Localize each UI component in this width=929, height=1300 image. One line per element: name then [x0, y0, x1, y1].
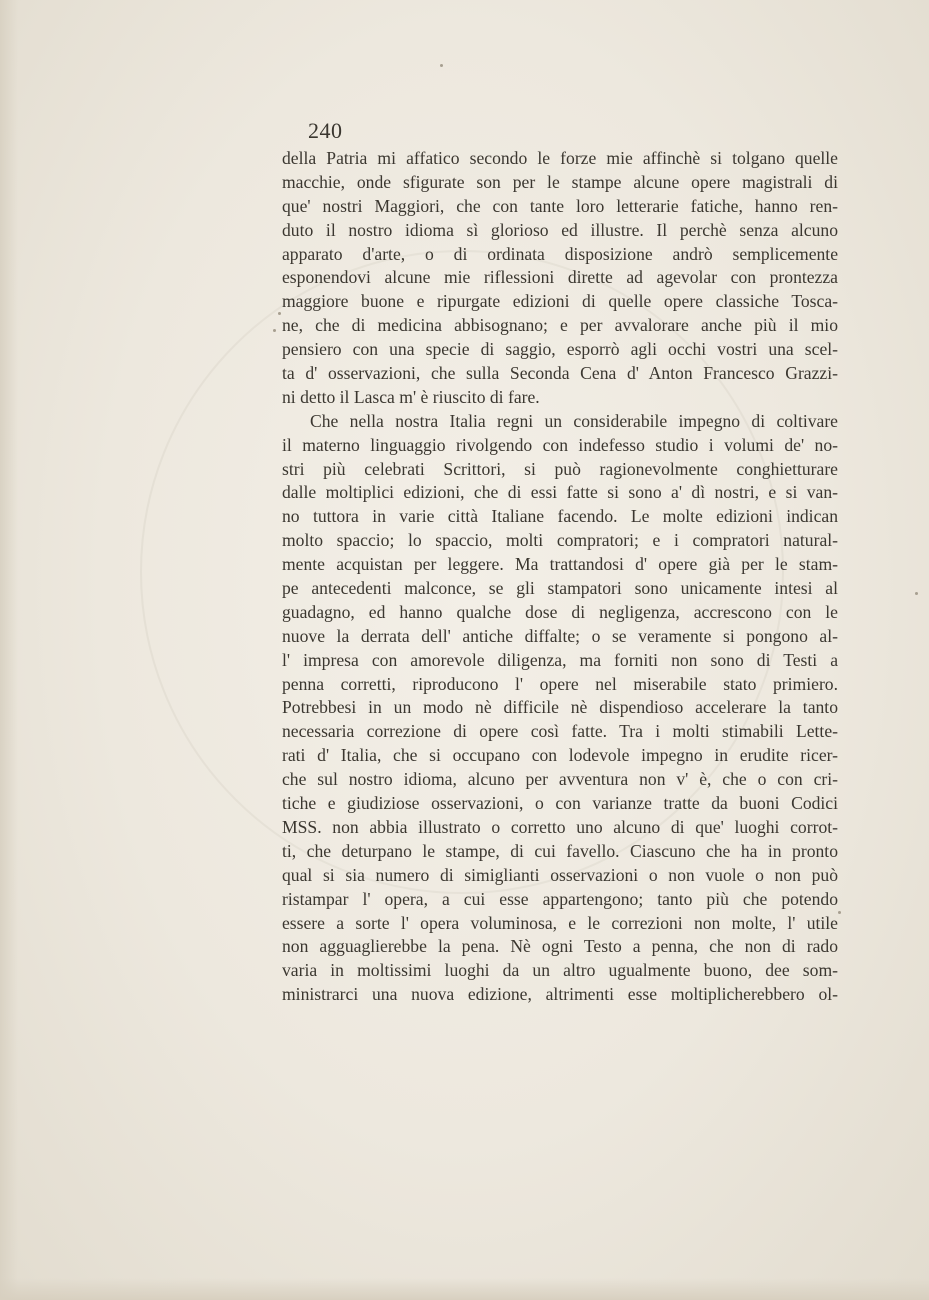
- text-line: il materno linguaggio rivolgendo con indefesso studio i volumi de' no-: [282, 434, 838, 455]
- text-line: che sul nostro idioma, alcuno per avventura non v' è, che o con cri-: [282, 769, 838, 790]
- paper-speck: [278, 312, 281, 315]
- page-left-edge-shadow: [0, 0, 18, 1300]
- text-line: tiche e giudiziose osservazioni, o con varianze tratte da buoni Codici: [282, 793, 838, 814]
- text-line: ti, che deturpano le stampe, di cui favello. Ciascuno che ha in pronto: [282, 840, 838, 861]
- text-line: ne, che di medicina abbisognano; e per avvalorare anche più il mio: [282, 315, 838, 336]
- page-number: 240: [308, 118, 343, 143]
- body-text: [282, 147, 838, 1007]
- text-line: duto il nostro idioma sì glorioso ed illustre. Il perchè senza alcuno: [282, 219, 838, 240]
- text-line: macchie, onde sfigurate son per le stampe alcune opere magistrali di: [282, 171, 838, 192]
- text-line: que' nostri Maggiori, che con tante loro letterarie fatiche, hanno ren-: [282, 195, 838, 216]
- text-line: Potrebbesi in un modo nè difficile nè dispendioso accelerare la tanto: [282, 697, 838, 718]
- text-line: maggiore buone e ripurgate edizioni di quelle opere classiche Tosca-: [282, 291, 838, 312]
- paper-speck: [440, 64, 443, 67]
- text-line: della Patria mi affatico secondo le forze mie affinchè si tolgano quelle: [282, 148, 838, 168]
- text-line: stri più celebrati Scrittori, si può ragionevolmente conghietturare: [282, 458, 838, 479]
- text-line: ta d' osservazioni, che sulla Seconda Cena d' Anton Francesco Grazzi-: [282, 363, 838, 384]
- text-line: no tuttora in varie città Italiane facendo. Le molte edizioni indican: [282, 506, 838, 527]
- text-line: apparato d'arte, o di ordinata disposizione andrò semplicemente: [282, 243, 838, 264]
- text-line: penna corretti, riproducono l' opere nel miserabile stato primiero.: [282, 673, 838, 694]
- text-line: molto spaccio; lo spaccio, molti compratori; e i compratori natural-: [282, 530, 838, 551]
- text-line: essere a sorte l' opera voluminosa, e le correzioni non molte, l' utile: [282, 912, 838, 933]
- text-line: l' impresa con amorevole diligenza, ma forniti non sono di Testi a: [282, 649, 838, 670]
- paper-speck: [273, 329, 276, 332]
- text-line: guadagno, ed hanno qualche dose di negligenza, accrescono con le: [282, 601, 838, 622]
- text-line: pensiero con una specie di saggio, esporrò agli occhi vostri una scel-: [282, 339, 838, 360]
- text-line: qual si sia numero di simiglianti osservazioni o non vuole o non può: [282, 864, 838, 885]
- text-line: ni detto il Lasca m' è riuscito di fare.: [282, 386, 540, 407]
- text-line: rati d' Italia, che si occupano con lodevole impegno in erudite ricer-: [282, 745, 838, 766]
- text-line: ristampar l' opera, a cui esse appartengono; tanto più che potendo: [282, 888, 838, 909]
- page-bottom-edge-shadow: [0, 1278, 929, 1300]
- text-line: dalle moltiplici edizioni, che di essi fatte si sono a' dì nostri, e si van-: [282, 482, 838, 503]
- paper-speck: [915, 592, 918, 595]
- paper-speck: [838, 911, 841, 914]
- text-line: ministrarci una nuova edizione, altrimenti esse moltiplicherebbero ol-: [282, 984, 838, 1005]
- paragraph-first-line: Che nella nostra Italia regni un considerabile impegno di coltivare: [310, 410, 838, 431]
- text-line: mente acquistan per leggere. Ma trattandosi d' opere già per le stam-: [282, 554, 838, 575]
- text-line: necessaria correzione di opere così fatte. Tra i molti stimabili Lette-: [282, 721, 838, 742]
- text-line: nuove la derrata dell' antiche diffalte; o se veramente si pongono al-: [282, 625, 838, 646]
- text-line: varia in moltissimi luoghi da un altro ugualmente buono, dee som-: [282, 960, 838, 981]
- text-line: non agguaglierebbe la pena. Nè ogni Testo a penna, che non di rado: [282, 936, 838, 957]
- text-line: MSS. non abbia illustrato o corretto uno alcuno di que' luoghi corrot-: [282, 816, 838, 837]
- text-line: pe antecedenti malconce, se gli stampatori sono unicamente intesi al: [282, 578, 838, 599]
- text-line: esponendovi alcune mie riflessioni dirette ad agevolar con prontezza: [282, 267, 838, 288]
